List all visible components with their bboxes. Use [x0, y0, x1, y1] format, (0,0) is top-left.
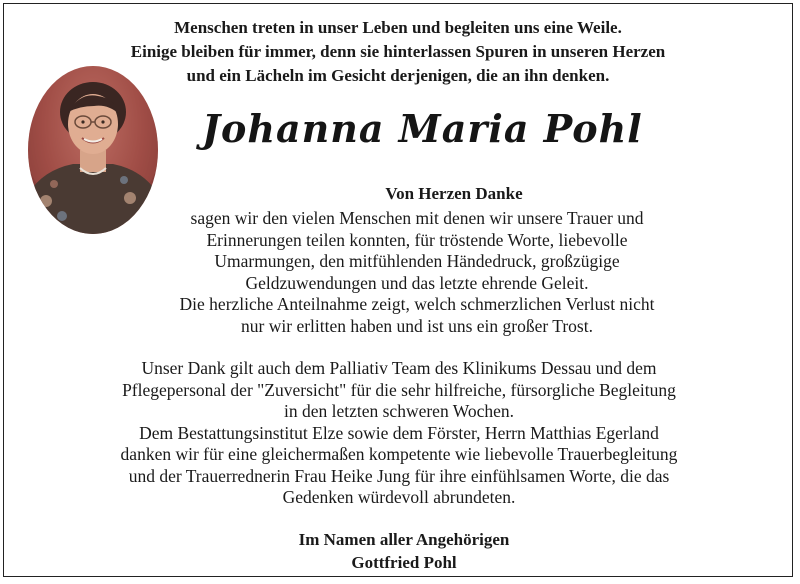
text-line: nur wir erlitten haben und ist uns ein großer Trost. [241, 315, 593, 336]
intro-line: Einige bleiben für immer, denn sie hinterlassen Spuren in unseren Herzen [130, 42, 666, 61]
text-line: Die herzliche Anteilnahme zeigt, welch schmerzlichen Verlust nicht [179, 294, 655, 314]
text-line: in den letzten schweren Wochen. [283, 401, 515, 421]
text-line: Gedenken würdevoll abrundeten. [282, 487, 516, 507]
signature-block [104, 528, 704, 574]
text-line: Geldzuwendungen und das letzte ehrende Geleit. [245, 272, 589, 293]
signature-name: Gottfried Pohl [351, 553, 457, 572]
text-line: sagen wir den vielen Menschen mit denen wir unsere Trauer und [190, 208, 644, 228]
text-line: Erinnerungen teilen konnten, für tröstende Worte, liebevolle [206, 229, 628, 250]
text-line: Umarmungen, den mitfühlenden Händedruck, großzügige [214, 251, 620, 271]
intro-line: und ein Lächeln im Gesicht derjenigen, die an ihn denken. [186, 66, 610, 85]
thanks-paragraph-2 [44, 358, 754, 509]
thanks-heading: Von Herzen Danke [385, 184, 523, 203]
deceased-name: Johanna Maria Pohl [202, 106, 643, 151]
text-line: Unser Dank gilt auch dem Palliativ Team des Klinikums Dessau und dem [141, 358, 657, 378]
obituary-card [3, 3, 793, 577]
intro-line: Menschen treten in unser Leben und begleiten uns eine Weile. [174, 18, 622, 37]
text-line: und der Trauerrednerin Frau Heike Jung für ihre einfühlsamen Worte, die das [128, 465, 670, 486]
text-line: Dem Bestattungsinstitut Elze sowie dem Förster, Herrn Matthias Egerland [139, 422, 659, 443]
text-line: danken wir für eine gleichermaßen kompetente wie liebevolle Trauerbegleitung [120, 444, 678, 464]
thanks-paragraph-1 [62, 208, 772, 337]
signature-line-1: Im Namen aller Angehörigen [298, 530, 510, 549]
text-line: Pflegepersonal der "Zuversicht" für die sehr hilfreiche, fürsorgliche Begleitung [122, 379, 676, 400]
